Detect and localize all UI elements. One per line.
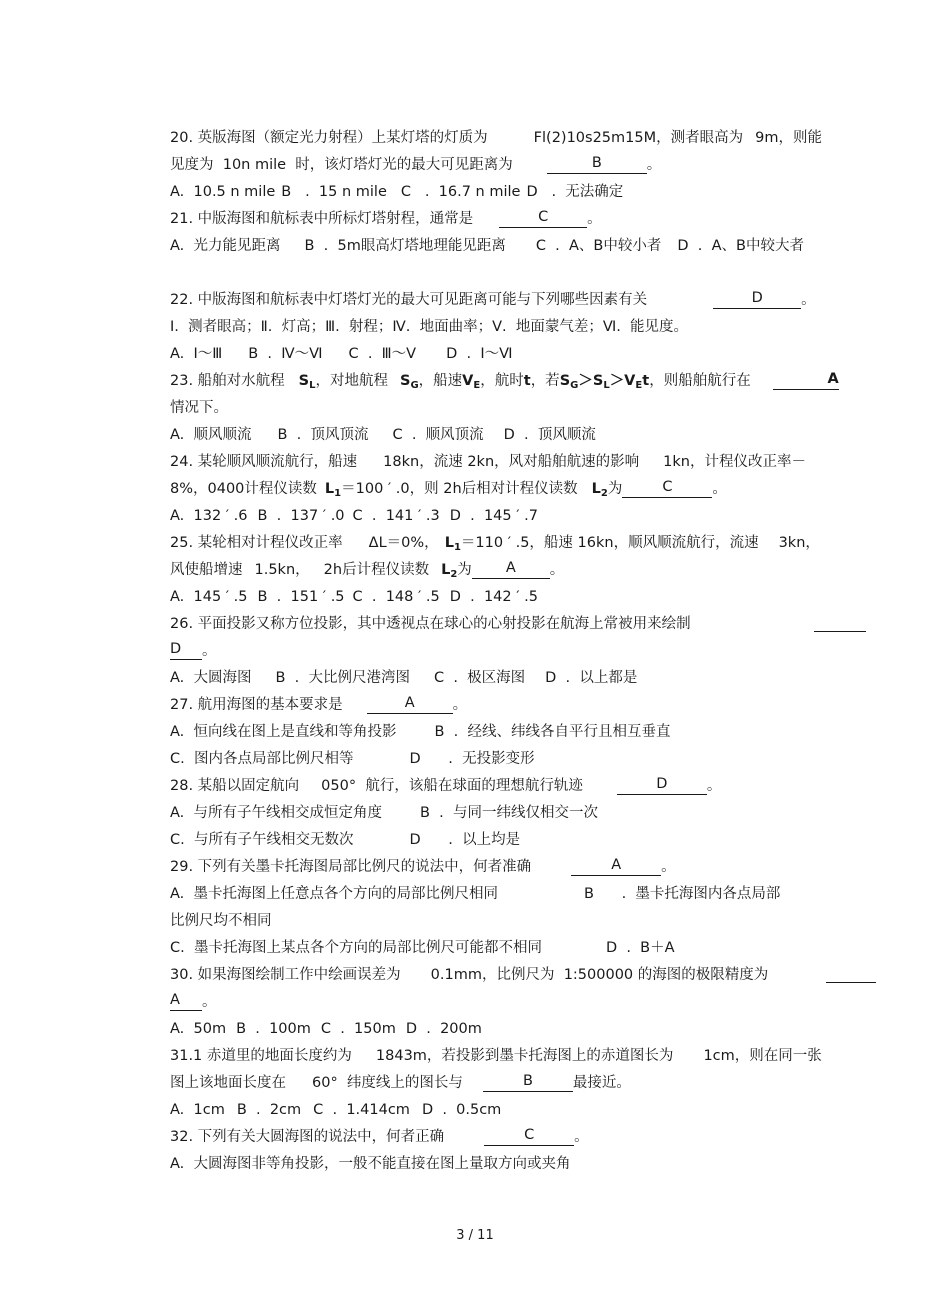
question-30-line-2: A 。: [170, 992, 217, 1010]
page-number: 3 / 11: [456, 1228, 494, 1243]
question-21-options: A. 光力能见距离 B . 5m眼高灯塔地理能见距离 C . A、B中较小者 D . A、B中较大者: [170, 238, 804, 254]
question-27-options-2: C. 图内各点局部比例尺相等 D . 无投影变形: [170, 751, 535, 767]
question-21-line-1: 21. 中版海图和航标表中所标灯塔射程，通常是 C 。: [170, 209, 602, 227]
question-26-line-1: 26. 平面投影又称方位投影，其中透视点在球心的心射投影在航海上常被用来绘制: [170, 616, 691, 632]
question-31-line-1: 31.1 赤道里的地面长度约为 1843m，若投影到墨卡托海图上的赤道图长为 1cm，则在同一张: [170, 1048, 822, 1064]
question-27-line-1: 27. 航用海图的基本要求是 A 。: [170, 695, 468, 713]
answer-blank: B: [547, 155, 647, 174]
question-23-options: A. 顺风顺流 B . 顶风顶流 C . 顺风顶流 D . 顶风顺流: [170, 427, 596, 443]
question-20-line-1: 20. 英版海图（额定光力射程）上某灯塔的灯质为 Fl(2)10s25m15M，测者眼高为 9m，则能: [170, 130, 822, 146]
question-20-line-2: 见度为 10n mile 时，该灯塔灯光的最大可见距离为 B 。: [170, 155, 662, 173]
question-30-line-1: 30. 如果海图绘制工作中绘画误差为 0.1mm，比例尺为 1:500000 的海图的极限精度为: [170, 967, 769, 983]
answer-blank: A: [571, 857, 661, 876]
question-31-line-2: 图上该地面长度在 60° 纬度线上的图长与 B 最接近。: [170, 1073, 631, 1091]
question-23-line-2: 情况下。: [170, 400, 228, 416]
question-28-line-1: 28. 某船以固定航向 050° 航行，该船在球面的理想航行轨迹 D 。: [170, 776, 722, 794]
answer-blank: B: [483, 1073, 573, 1092]
question-23-line-1: 23. 船舶对水航程 $S_L$，对地航程 $S_G$，船速$V_E$，航时t，若$S_G>S_L>V_Et$，则船舶航行在 A: [170, 371, 839, 391]
question-22-line-1: 22. 中版海图和航标表中灯塔灯光的最大可见距离可能与下列哪些因素有关 D 。: [170, 290, 816, 308]
answer-blank: D: [617, 776, 707, 795]
answer-blank: D: [170, 641, 202, 660]
answer-blank: C: [622, 479, 712, 498]
question-24-line-1: 24. 某轮顺风顺流航行，船速 18kn，流速 2kn，风对船舶航速的影响 1kn，计程仪改正率－: [170, 454, 806, 470]
question-29-options-2: 比例尺均不相同: [170, 913, 272, 929]
question-32-options: A. 大圆海图非等角投影，一般不能直接在图上量取方向或夹角: [170, 1156, 571, 1172]
question-32-line-1: 32. 下列有关大圆海图的说法中，何者正确 C 。: [170, 1127, 589, 1145]
question-25-line-2: 风使船增速 1.5kn， 2h后计程仪读数 $L_2$为 A 。: [170, 560, 565, 580]
question-28-options-1: A. 与所有子午线相交成恒定角度 B . 与同一纬线仅相交一次: [170, 805, 598, 821]
answer-blank-line: [826, 982, 876, 983]
question-25-options: A. 145 ′ .5 B . 151 ′ .5 C . 148 ′ .5 D . 142 ′ .5: [170, 589, 538, 605]
question-24-line-2: 8%，0400计程仪读数 $L_1=100$ ′ .0，则 2h后相对计程仪读数 $L_2$为 C 。: [170, 479, 727, 499]
question-30-options: A. 50m B . 100m C . 150m D . 200m: [170, 1021, 482, 1037]
question-26-line-2: D 。: [170, 641, 217, 659]
answer-blank: A: [773, 371, 839, 390]
question-28-options-2: C. 与所有子午线相交无数次 D . 以上均是: [170, 832, 521, 848]
answer-blank: A: [367, 695, 453, 714]
answer-blank: C: [484, 1127, 574, 1146]
question-29-line-1: 29. 下列有关墨卡托海图局部比例尺的说法中，何者准确 A 。: [170, 857, 676, 875]
question-26-options: A. 大圆海图 B . 大比例尺港湾图 C . 极区海图 D . 以上都是: [170, 670, 638, 686]
answer-blank: D: [713, 290, 801, 309]
question-22-options: A. Ⅰ～Ⅲ B . Ⅳ～Ⅵ C . Ⅲ～Ⅴ D . Ⅰ～Ⅵ: [170, 346, 513, 362]
question-22-line-2: Ⅰ. 测者眼高；Ⅱ. 灯高；Ⅲ. 射程；Ⅳ. 地面曲率；Ⅴ. 地面蒙气差；Ⅵ. 能见度。: [170, 319, 689, 335]
question-25-line-1: 25. 某轮相对计程仪改正率 ΔL＝0%， $L_1=110$ ′ .5，船速 16kn，顺风顺流航行，流速 3kn，: [170, 535, 820, 553]
answer-blank: C: [499, 209, 587, 228]
answer-blank: A: [472, 560, 550, 579]
question-29-options-1: A. 墨卡托海图上任意点各个方向的局部比例尺相同 B . 墨卡托海图内各点局部: [170, 886, 781, 902]
answer-blank: A: [170, 992, 202, 1011]
question-24-options: A. 132 ′ .6 B . 137 ′ .0 C . 141 ′ .3 D . 145 ′ .7: [170, 508, 538, 524]
answer-blank-line: [814, 631, 866, 632]
question-31-options: A. 1cm B . 2cm C . 1.414cm D . 0.5cm: [170, 1102, 502, 1118]
question-27-options-1: A. 恒向线在图上是直线和等角投影 B . 经线、纬线各自平行且相互垂直: [170, 724, 671, 740]
question-29-options-3: C. 墨卡托海图上某点各个方向的局部比例尺可能都不相同 D . B＋A: [170, 940, 675, 956]
question-20-options: A. 10.5 n mile B . 15 n mile C . 16.7 n mile D . 无法确定: [170, 184, 624, 200]
